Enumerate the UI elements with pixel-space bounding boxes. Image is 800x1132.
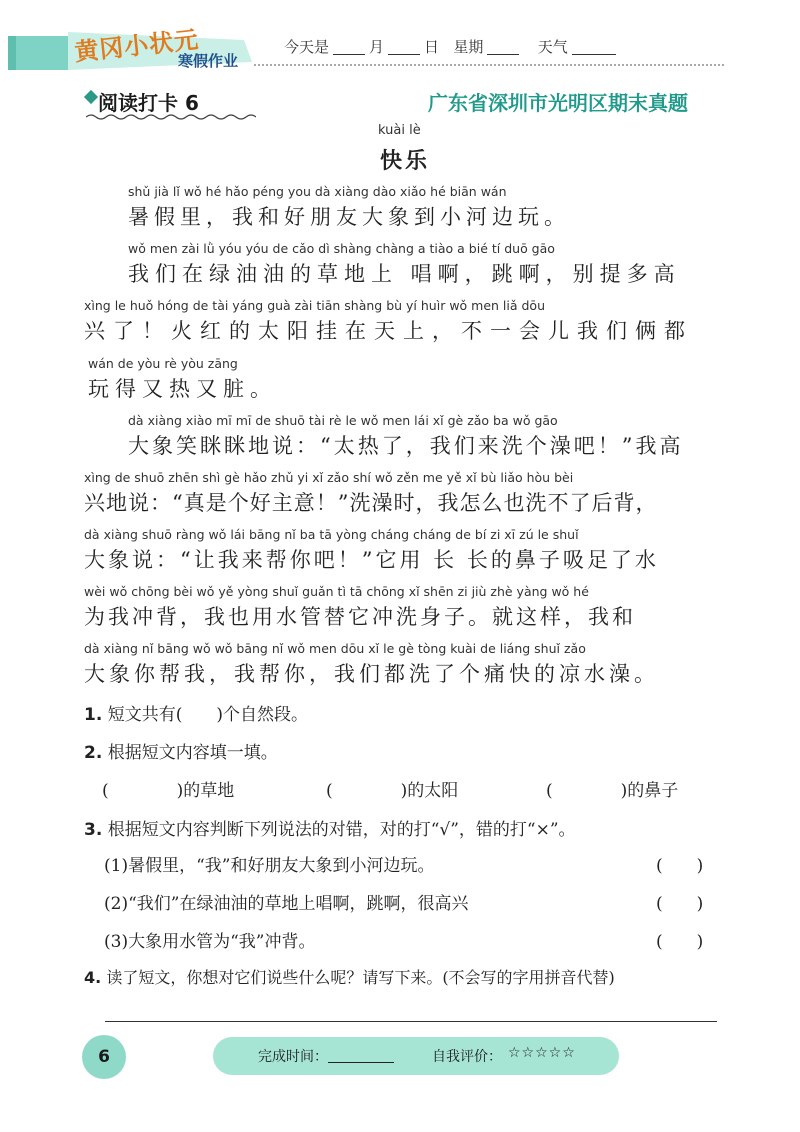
text-line: 大象说：“让我来帮你吧！”它用 长 长的鼻子吸足了水 [84,548,659,572]
completion-time-label: 完成时间： [258,1049,328,1065]
pinyin-line: dà xiàng nǐ bāng wǒ wǒ bāng nǐ wǒ men dōu xǐ le gè tòng kuài de liáng shuǐ zǎo [84,641,586,656]
pinyin-line: xìng de shuō zhēn shì gè hǎo zhǔ yi xǐ zǎo shí wǒ zěn me yě xǐ bù liǎo hòu bèi [84,470,574,485]
star-rating-icon[interactable]: ☆☆☆☆☆ [508,1045,576,1061]
passage-title: 快乐 [380,148,431,174]
wavy-underline [86,113,256,121]
title-pinyin: kuài lè [378,123,421,138]
judge-item-2: (2)“我们”在绿油油的草地上唱啊，跳啊，很高兴 [104,894,469,914]
judge-item-3: (3)大象用水管为“我”冲背。 [104,932,316,952]
question-text: 读了短文，你想对它们说些什么呢？请写下来。(不会写的字用拼音代替) [106,968,615,987]
question-text: 根据短文内容填一填。 [107,743,278,763]
question-3 [84,815,576,840]
fill-blank-nose[interactable]: ( )的鼻子 [546,781,679,801]
weather-label: 天气 [537,38,568,56]
pinyin-line: wǒ men zài lǜ yóu yóu de cǎo dì shàng chàng a tiào a bié tí duō gāo [128,241,555,256]
pinyin-line: xìng le huǒ hóng de tài yáng guà zài tiān shàng bù yí huìr wǒ men liǎ dōu [84,298,546,313]
text-line: 大象你帮我，我帮你，我们都洗了个痛快的凉水澡。 [84,662,659,686]
question-1 [84,700,308,725]
month-label: 月 [369,38,385,56]
pinyin-line: shǔ jià lǐ wǒ hé hǎo péng you dà xiàng dào xiǎo hé biān wán [128,184,507,199]
month-blank[interactable] [333,40,365,55]
text-line: 为我冲背，我也用水管替它冲洗身子。就这样，我和 [84,605,636,629]
judge-answer-1[interactable]: ( ) [656,856,704,876]
diamond-icon [84,90,98,104]
judge-answer-3[interactable]: ( ) [656,932,704,952]
text-line: 大象笑眯眯地说：“太热了，我们来洗个澡吧！”我高 [128,434,684,458]
question-text: 短文共有( )个自然段。 [107,705,308,725]
question-number: 3. [84,820,103,840]
answer-line[interactable] [105,1021,717,1022]
weekday-label: 星期 [453,38,484,56]
brand-subtitle: 寒假作业 [178,52,239,70]
pinyin-line: dà xiàng shuō ràng wǒ lái bāng nǐ ba tā yòng cháng cháng de bí zi xī zú le shuǐ [84,527,579,542]
page-number: 6 [82,1035,126,1079]
day-label: 日 [424,38,440,56]
date-line [284,36,620,57]
question-text: 根据短文内容判断下列说法的对错，对的打“√”，错的打“×”。 [107,820,576,840]
text-line: 兴了！火红的太阳挂在天上，不一会儿我们俩都 [84,319,693,343]
judge-item-1: (1)暑假里，“我”和好朋友大象到小河边玩。 [104,856,435,876]
weather-blank[interactable] [572,40,616,55]
question-4 [84,965,615,988]
question-number: 1. [84,705,103,725]
weekday-blank[interactable] [487,40,519,55]
text-line: 兴地说：“真是个好主意！”洗澡时，我怎么也洗不了后背， [84,491,658,515]
fill-blank-sun[interactable]: ( )的太阳 [326,781,459,801]
day-blank[interactable] [388,40,420,55]
source-label: 广东省深圳市光明区期末真题 [428,91,688,115]
text-line: 我们在绿油油的草地上 唱啊，跳啊，别提多高 [128,262,681,286]
pinyin-line: dà xiàng xiào mī mī de shuō tài rè le wǒ men lái xǐ gè zǎo ba wǒ gāo [128,413,558,428]
pinyin-line: wèi wǒ chōng bèi wǒ yě yòng shuǐ guǎn tì tā chōng xǐ shēn zi jiù zhè yàng wǒ hé [84,584,589,599]
self-eval-label: 自我评价： [432,1049,502,1065]
header-divider [254,64,724,66]
judge-answer-2[interactable]: ( ) [656,894,704,914]
text-line: 玩得又热又脏。 [88,377,277,401]
text-line: 暑假里，我和好朋友大象到小河边玩。 [128,205,570,229]
today-label: 今天是 [284,38,330,56]
completion-time-blank[interactable] [328,1062,394,1063]
card-title: 阅读打卡 6 [98,91,199,115]
question-number: 4. [84,968,102,987]
fill-blank-grass[interactable]: ( )的草地 [102,781,235,801]
question-2 [84,738,278,763]
question-number: 2. [84,743,103,763]
pinyin-line: wán de yòu rè yòu zāng [88,356,238,371]
brand-logo: 黄冈小状元 [73,25,201,67]
